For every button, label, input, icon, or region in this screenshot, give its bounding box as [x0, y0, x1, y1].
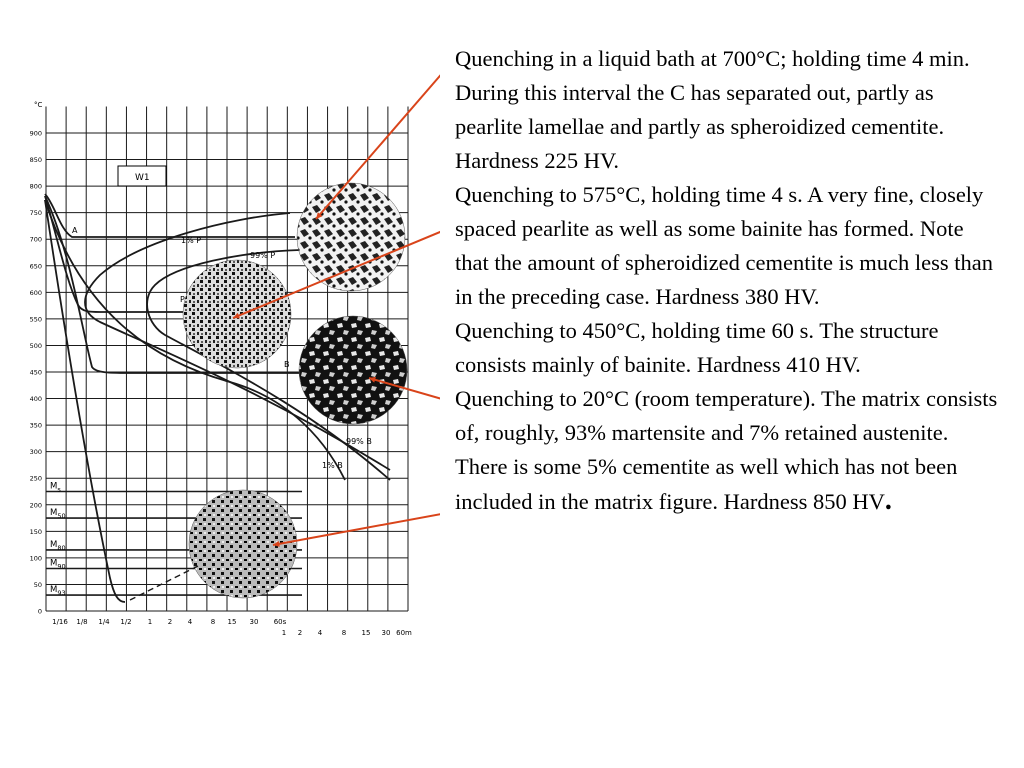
- martensite-label: $M_{90}$: [50, 558, 66, 571]
- y-tick-label: 350: [29, 421, 42, 430]
- y-tick-label: 0: [37, 607, 42, 616]
- martensite-label: $M_{50}$: [50, 508, 66, 521]
- label-B: B: [284, 360, 290, 369]
- x-tick-label-minutes: 1: [281, 629, 287, 637]
- y-tick-label: 100: [29, 554, 42, 563]
- x-tick-label-minutes: 2: [297, 629, 303, 637]
- ttt-diagram: [0, 0, 440, 650]
- label-99pct-B: 99% B: [346, 437, 372, 446]
- x-tick-label-seconds: 8: [210, 618, 216, 626]
- y-tick-label: 850: [29, 156, 42, 165]
- y-axis-unit: °C: [34, 101, 43, 109]
- y-tick-label: 900: [29, 129, 42, 138]
- x-tick-label-seconds: 1/4: [98, 618, 110, 626]
- x-axis-ticks: [52, 618, 412, 637]
- y-tick-label: 200: [29, 501, 42, 510]
- x-tick-label-minutes: 60m: [396, 629, 412, 637]
- x-tick-label-seconds: 2: [167, 618, 173, 626]
- y-tick-label: 800: [29, 182, 42, 191]
- y-tick-label: 550: [29, 315, 42, 324]
- martensite-label: $M_{93}$: [50, 585, 66, 598]
- y-tick-label: 50: [33, 580, 42, 589]
- label-A: A: [72, 226, 78, 235]
- y-tick-label: 250: [29, 474, 42, 483]
- y-tick-label: 300: [29, 448, 42, 457]
- y-axis-ticks: [30, 130, 42, 616]
- callout-line: [273, 512, 440, 545]
- label-1pct-B: 1% B: [322, 461, 343, 470]
- y-tick-label: 600: [29, 288, 42, 297]
- note-quench-20-period: .: [884, 485, 892, 516]
- x-tick-label-minutes: 30: [381, 629, 391, 637]
- x-tick-label-seconds: 60s: [273, 618, 287, 626]
- martensite-label: $M_{80}$: [50, 539, 66, 552]
- x-tick-label-minutes: 15: [361, 629, 371, 637]
- note-quench-700: Quenching in a liquid bath at 700°C; holding time 4 min. During this interval the C has separated out, partly as pearlite lamellae and partly as spheroidized cementite. Hardness 225 HV.: [455, 46, 970, 173]
- note-quench-575: Quenching to 575°C, holding time 4 s. A very fine, closely spaced pearlite as well as some bainite has formed. Note that the amount of spheroidized cementite is much less than in the preceding case. Hardness 380 HV.: [455, 182, 993, 309]
- x-tick-label-seconds: 30: [249, 618, 259, 626]
- x-tick-label-minutes: 8: [341, 629, 347, 637]
- x-tick-label-seconds: 1/16: [52, 618, 68, 626]
- y-tick-label: 700: [29, 235, 42, 244]
- note-quench-450: Quenching to 450°C, holding time 60 s. The structure consists mainly of bainite. Hardness 410 HV.: [455, 318, 939, 377]
- annotation-notes: [455, 42, 1000, 519]
- x-tick-label-seconds: 1: [147, 618, 153, 626]
- note-quench-20-text: Quenching to 20°C (room temperature). The matrix consists of, roughly, 93% martensite and 7% retained austenite. There is some 5% cementite as well which has not been included in the matrix figure. Hardness 850 HV: [455, 386, 998, 514]
- x-tick-label-seconds: 1/8: [76, 618, 88, 626]
- note-quench-20: [455, 382, 1000, 519]
- y-tick-label: 650: [29, 262, 42, 271]
- micrograph-700: [297, 183, 405, 291]
- martensite-label: $M_s$: [50, 481, 61, 494]
- label-P: P: [180, 295, 185, 304]
- y-tick-label: 500: [29, 341, 42, 350]
- y-tick-label: 400: [29, 395, 42, 404]
- y-tick-label: 150: [29, 527, 42, 536]
- y-tick-label: 750: [29, 209, 42, 218]
- label-99pct-P: 99% P: [250, 251, 276, 260]
- x-tick-label-minutes: 4: [317, 629, 323, 637]
- quench-path-700: [45, 194, 295, 237]
- x-tick-label-seconds: 4: [187, 618, 193, 626]
- x-tick-label-seconds: 1/2: [120, 618, 132, 626]
- micrograph-450: [299, 316, 407, 424]
- chart-title: W1: [135, 173, 150, 183]
- label-1pct-P: 1% P: [181, 236, 202, 245]
- y-tick-label: 450: [29, 368, 42, 377]
- x-tick-label-seconds: 15: [227, 618, 237, 626]
